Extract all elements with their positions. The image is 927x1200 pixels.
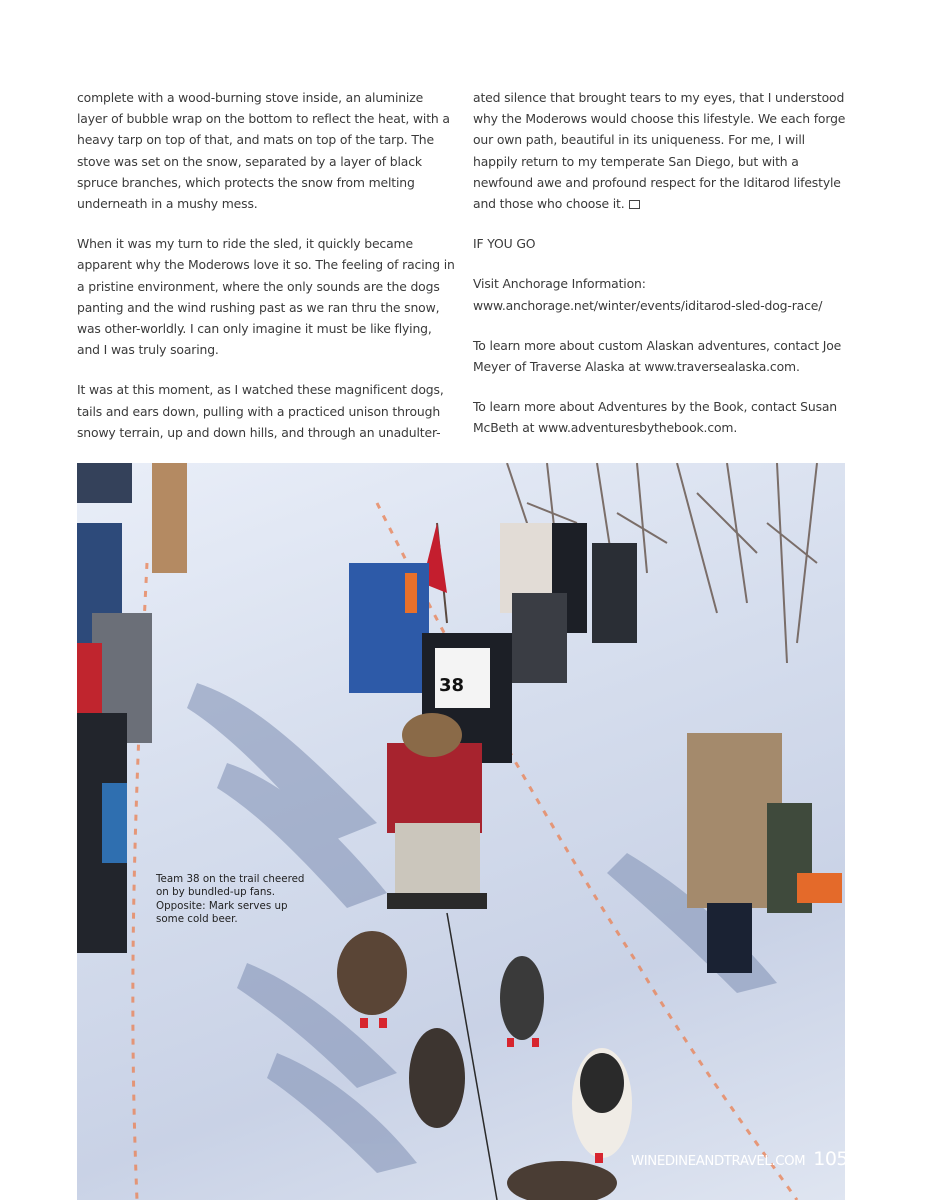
- right-column: [473, 87, 853, 458]
- photo-illustration: [77, 463, 845, 1200]
- info-paragraph-traverse-alaska: To learn more about custom Alaskan adventures, contact Joe Meyer of Traverse Alaska at www.traversealaska.com.: [473, 337, 842, 375]
- page-number: 105: [813, 1148, 848, 1170]
- left-column: [77, 87, 457, 462]
- closing-text: ated silence that brought tears to my eyes, that I understood why the Moderows would choose this lifestyle. We each forge our own path, beautiful in its uniqueness. For me, I will happily return to my temperate San Diego, but with a newfound awe and profound respect for the Iditarod lifestyle and those who choose it.: [473, 90, 846, 212]
- body-paragraph: When it was my turn to ride the sled, it quickly became apparent why the Moderows love it so. The feeling of racing in a pristine environment, where the only sounds are the dogs panting and the wind rushing past as we ran thru the snow, was other-worldly. I can only imagine it must be like flying, and I was truly soaring.: [77, 236, 455, 358]
- musher-and-sled: [349, 523, 512, 909]
- photo-caption: Team 38 on the trail cheered on by bundled-up fans. Opposite: Mark serves up some cold beer.: [156, 873, 305, 926]
- body-paragraph: complete with a wood-burning stove inside, an aluminize layer of bubble wrap on the bottom to reflect the heat, with a heavy tarp on top of that, and mats on top of the tarp. The stove was set on the snow, separated by a layer of black spruce branches, which protects the snow from melting underneath in a mushy mess.: [77, 90, 450, 212]
- end-mark-icon: [629, 200, 640, 209]
- page-footer: [631, 1148, 848, 1170]
- body-paragraph: It was at this moment, as I watched these magnificent dogs, tails and ears down, pulling with a practiced unison through snowy terrain, up and down hills, and through an unadulter-: [77, 382, 444, 440]
- closing-paragraph: [473, 87, 853, 214]
- info-paragraph-anchorage: Visit Anchorage Information: www.anchorage.net/winter/events/iditarod-sled-dog-race/: [473, 276, 823, 313]
- site-name: WINEDINEANDTRAVEL.COM: [631, 1154, 806, 1169]
- info-paragraph-adventures-by-the-book: To learn more about Adventures by the Book, contact Susan McBeth at www.adventuresbythebook.com.: [473, 399, 838, 436]
- sled-dog-race-photo: [77, 463, 845, 1200]
- if-you-go-heading: IF YOU GO: [473, 236, 536, 252]
- bib-number: 38: [439, 675, 465, 696]
